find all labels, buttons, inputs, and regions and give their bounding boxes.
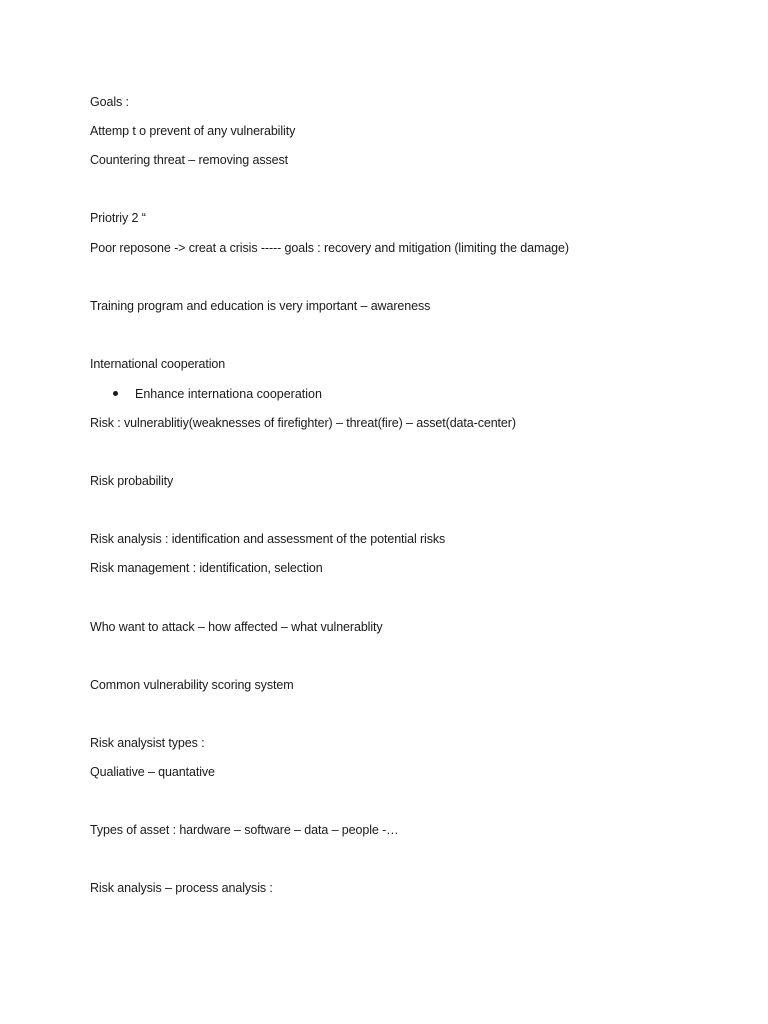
text-line: Training program and education is very important – awareness [90,299,431,313]
text-line: Who want to attack – how affected – what vulnerablity [90,620,383,634]
text-line: Risk : vulnerablitiy(weaknesses of firefighter) – threat(fire) – asset(data-center) [90,416,516,430]
text-line: Types of asset : hardware – software – data – people -… [90,823,399,837]
bullet-list-item [113,386,322,402]
text-line: Risk analysis – process analysis : [90,881,273,895]
bullet-icon [113,391,118,396]
text-line: Risk probability [90,474,174,488]
heading-goals: Goals : [90,95,129,109]
text-line: Risk analysis : identification and assessment of the potential risks [90,532,446,546]
text-line: Qualiative – quantative [90,765,215,779]
text-line: Common vulnerability scoring system [90,678,294,692]
text-line: Risk analysist types : [90,736,205,750]
text-line: Risk management : identification, selection [90,561,323,575]
text-line: Priotriy 2 “ [90,211,146,225]
text-line: Attemp t o prevent of any vulnerability [90,124,296,138]
bullet-text: Enhance internationa cooperation [135,387,322,401]
text-line: Poor reposone -> creat a crisis ----- goals : recovery and mitigation (limiting the damage) [90,241,569,255]
text-line: Countering threat – removing assest [90,153,288,167]
text-line: International cooperation [90,357,226,371]
